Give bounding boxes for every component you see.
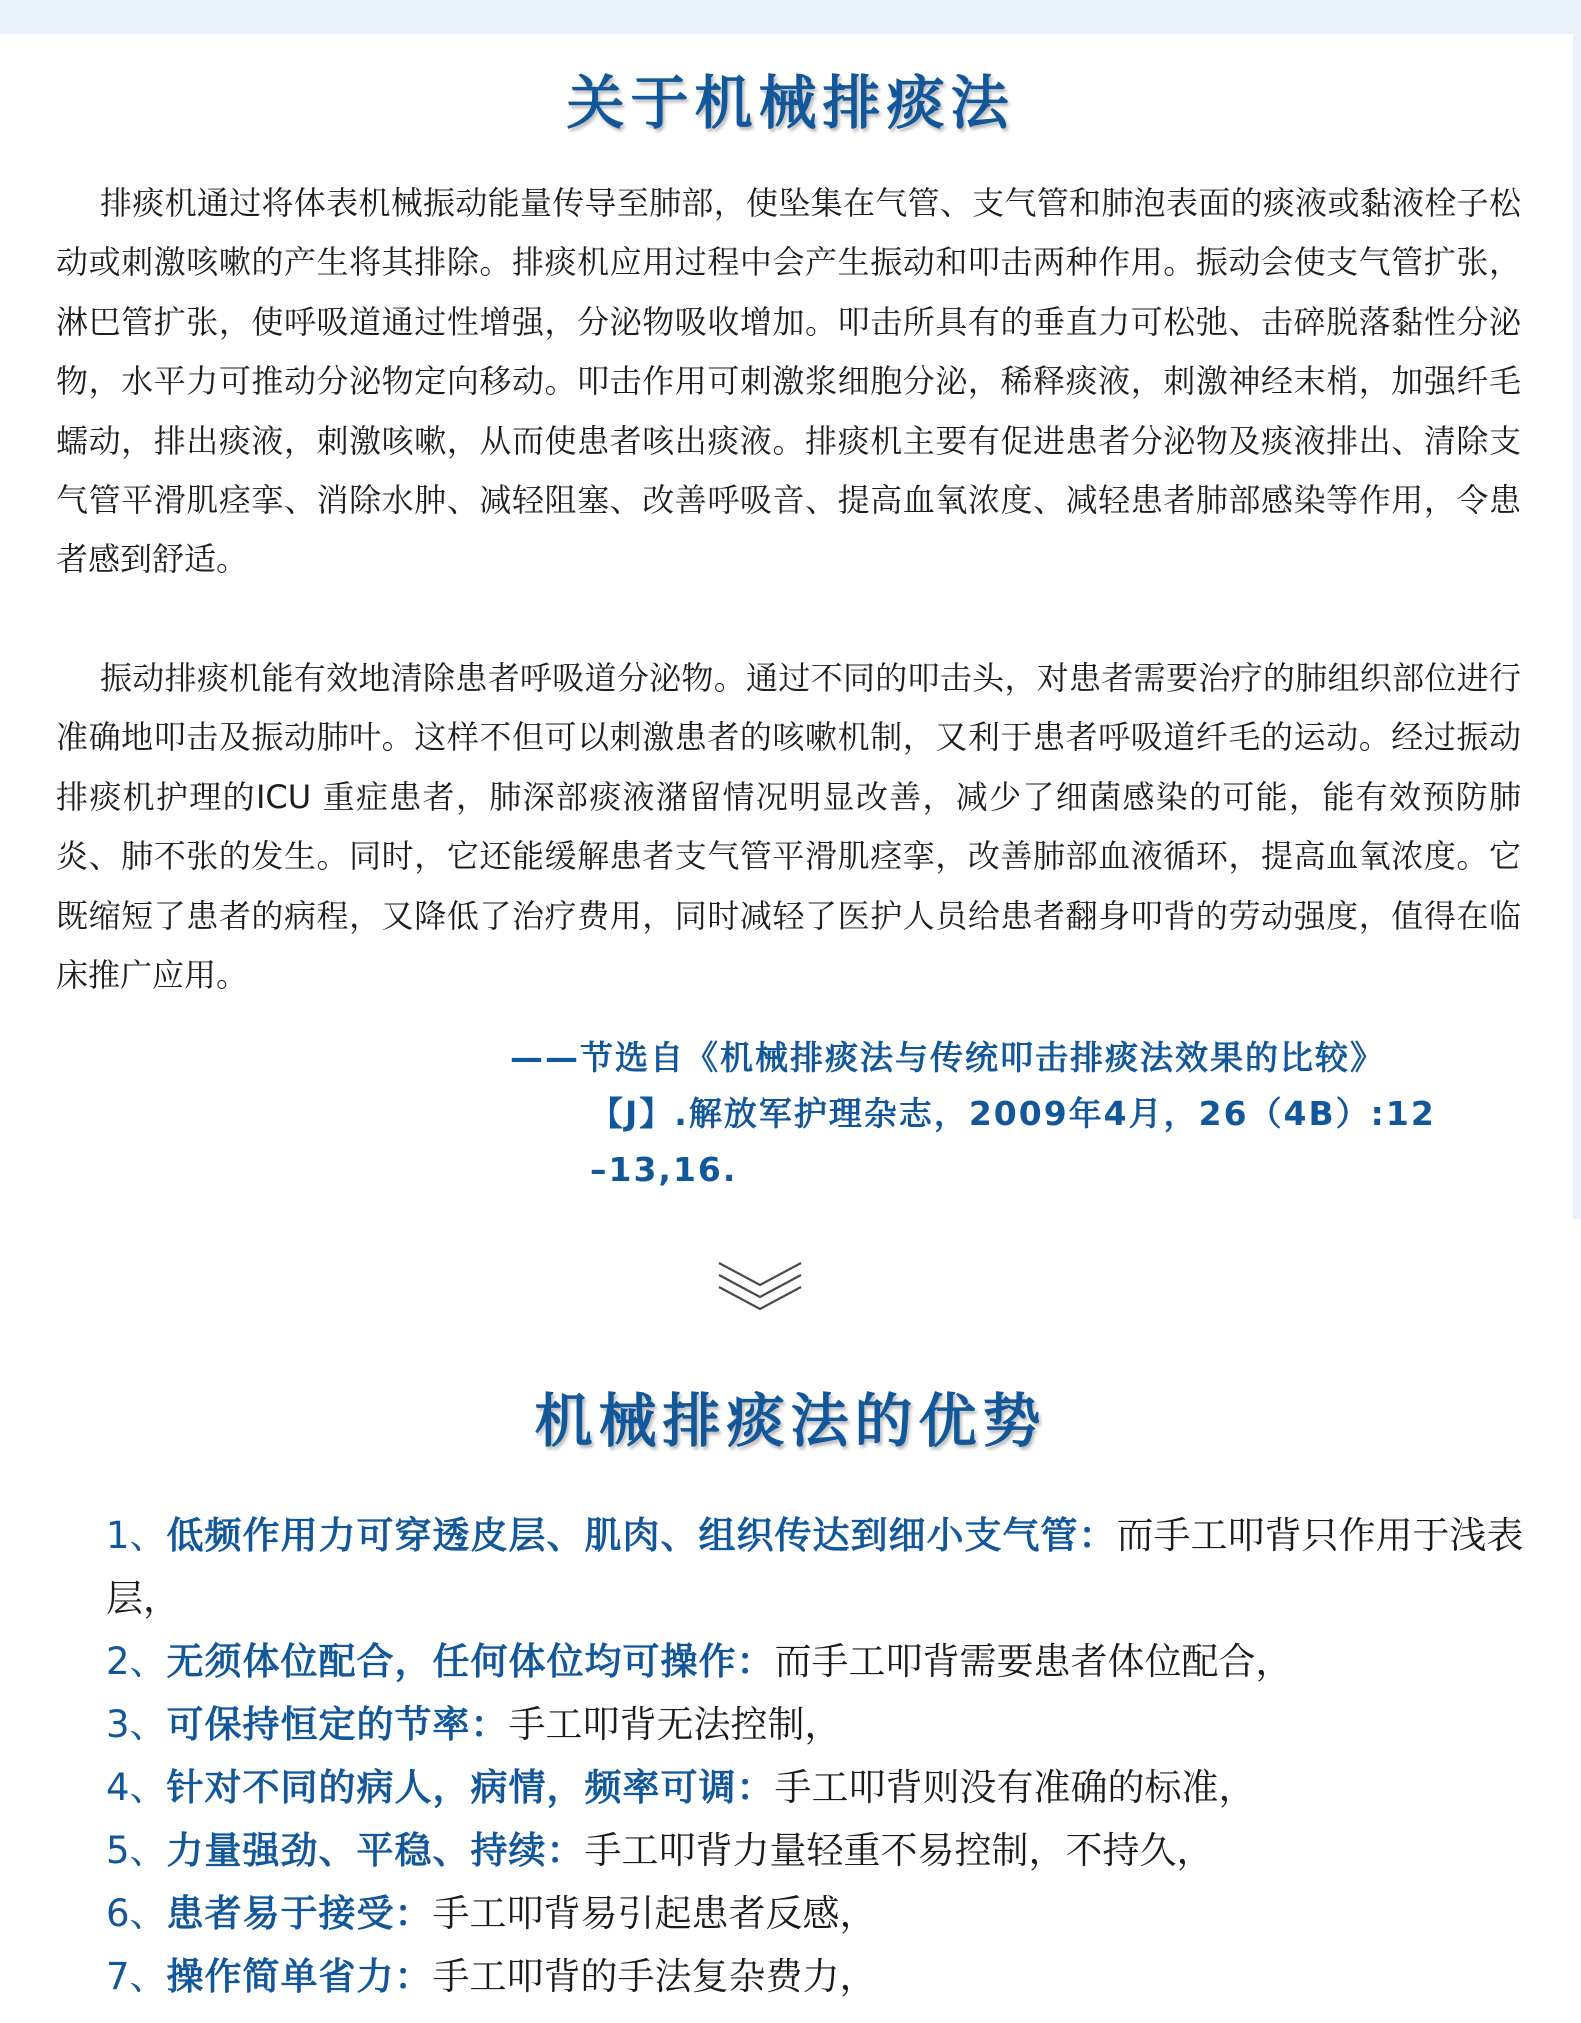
list-item	[106, 1882, 1536, 1945]
advantages-list	[106, 1504, 1536, 2008]
item-number: 5、	[106, 1829, 167, 1872]
list-item	[106, 1693, 1536, 1756]
item-number: 1、	[106, 1514, 167, 1557]
item-text: 手工叩背无法控制，	[508, 1703, 842, 1746]
item-number: 7、	[106, 1955, 167, 1998]
section-title-advantages: 机械排痰法的优势	[534, 1387, 1047, 1455]
list-item	[106, 1819, 1536, 1882]
item-text: 手工叩背的手法复杂费力，	[432, 1955, 877, 1998]
item-number: 6、	[106, 1892, 167, 1935]
list-item	[106, 1756, 1536, 1819]
item-number: 4、	[106, 1766, 167, 1809]
citation-line-2: 【J】.解放军护理杂志，2009年4月，26（4B）:12	[590, 1094, 1436, 1133]
item-text: 手工叩背则没有准确的标准，	[774, 1766, 1256, 1809]
list-item	[106, 1945, 1536, 2008]
item-text: 手工叩背力量轻重不易控制，不持久，	[584, 1829, 1214, 1872]
item-number: 3、	[106, 1703, 167, 1746]
item-highlight: 无须体位配合，任何体位均可操作：	[166, 1640, 775, 1683]
citation	[510, 1030, 1525, 1198]
citation-line-3: –13,16.	[590, 1150, 738, 1189]
item-highlight: 患者易于接受：	[166, 1892, 433, 1935]
item-highlight: 针对不同的病人，病情，频率可调：	[166, 1766, 775, 1809]
item-number: 2、	[106, 1640, 167, 1683]
paragraph-2: 振动排痰机能有效地清除患者呼吸道分泌物。通过不同的叩击头，对患者需要治疗的肺组织部位进行准确地叩击及振动肺叶。这样不但可以刺激患者的咳嗽机制，又利于患者呼吸道纤毛的运动。经过振动排痰机护理的ICU 重症患者，肺深部痰液潴留情况明显改善，减少了细菌感染的可能，能有效预防肺炎、肺不张的发生。同时，它还能缓解患者支气管平滑肌痉挛，改善肺部血液循环，提高血氧浓度。它既缩短了患者的病程，又降低了治疗费用，同时减轻了医护人员给患者翻身叩背的劳动强度，值得在临床推广应用。	[56, 659, 1521, 995]
item-highlight: 低频作用力可穿透皮层、肌肉、组织传达到细小支气管：	[166, 1514, 1117, 1557]
citation-line-1: ——节选自《机械排痰法与传统叩击排痰法效果的比较》	[510, 1038, 1385, 1077]
item-highlight: 可保持恒定的节率：	[166, 1703, 509, 1746]
item-highlight: 力量强劲、平稳、持续：	[166, 1829, 585, 1872]
item-text: 手工叩背易引起患者反感，	[432, 1892, 877, 1935]
paragraph-1: 排痰机通过将体表机械振动能量传导至肺部，使坠集在气管、支气管和肺泡表面的痰液或黏液栓子松动或刺激咳嗽的产生将其排除。排痰机应用过程中会产生振动和叩击两种作用。振动会使支气管扩张，淋巴管扩张，使呼吸道通过性增强，分泌物吸收增加。叩击所具有的垂直力可松弛、击碎脱落黏性分泌物，水平力可推动分泌物定向移动。叩击作用可刺激浆细胞分泌，稀释痰液，刺激神经末梢，加强纤毛蠕动，排出痰液，刺激咳嗽，从而使患者咳出痰液。排痰机主要有促进患者分泌物及痰液排出、清除支气管平滑肌痉挛、消除水肿、减轻阻塞、改善呼吸音、提高血氧浓度、减轻患者肺部感染等作用，令患者感到舒适。	[56, 184, 1521, 579]
item-highlight: 操作简单省力：	[166, 1955, 433, 1998]
double-chevron-down-icon	[715, 1255, 805, 1319]
item-text: 而手工叩背需要患者体位配合，	[774, 1640, 1293, 1683]
top-band	[0, 0, 1581, 34]
list-item	[106, 1504, 1536, 1630]
section-title-about: 关于机械排痰法	[566, 69, 1015, 137]
list-item	[106, 1630, 1536, 1693]
item-text: 而手工叩背只作用于浅表层，	[106, 1514, 1524, 1620]
